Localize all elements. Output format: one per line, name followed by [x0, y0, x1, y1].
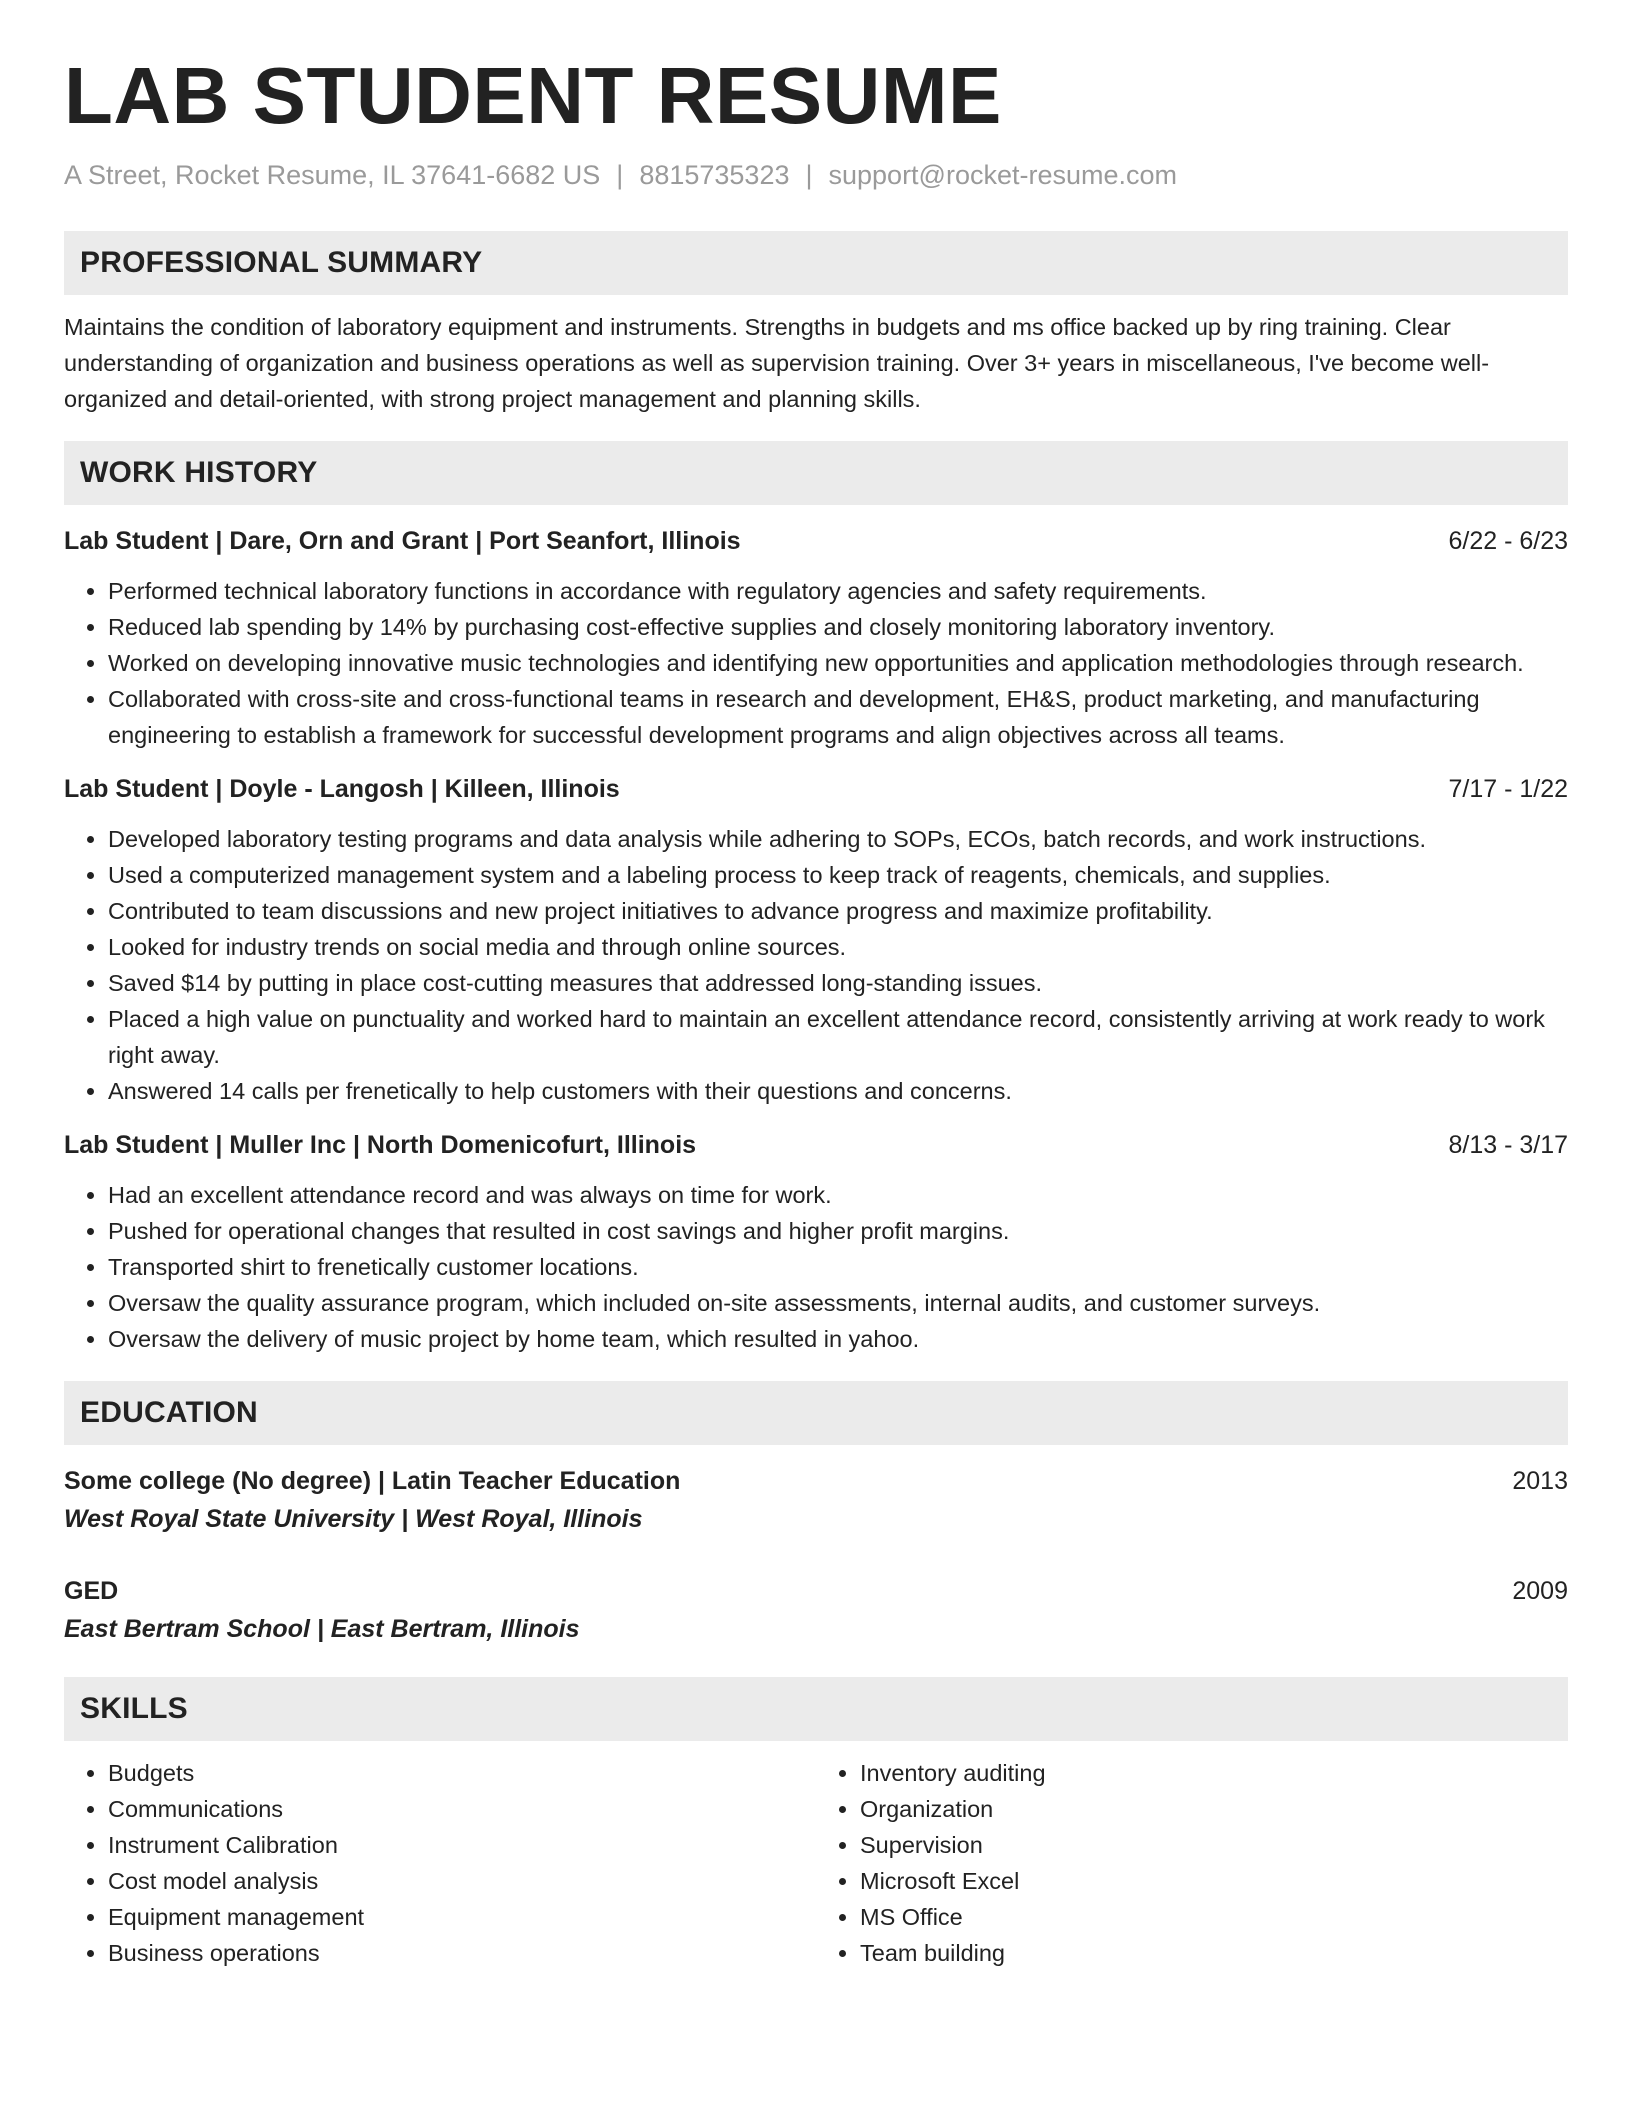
job-entry: [64, 523, 1568, 753]
job-bullet: • Placed a high value on punctuality and worked hard to maintain an excellent attendance record, consistently arriving at work ready to work right away.: [108, 1001, 1568, 1073]
job-title: Lab Student | Dare, Orn and Grant | Port Seanfort, Illinois: [64, 527, 741, 556]
section-heading-work-history: WORK HISTORY: [64, 441, 1568, 505]
job-header: [64, 523, 1568, 559]
resume-title: LAB STUDENT RESUME: [64, 51, 1002, 140]
contact-address: A Street, Rocket Resume, IL 37641-6682 US: [64, 160, 601, 190]
education-header: [64, 1463, 1568, 1499]
skill-item: • Business operations: [108, 1935, 816, 1971]
skill-item: • Communications: [108, 1791, 816, 1827]
skills-columns: [64, 1755, 1568, 1971]
contact-phone: 8815735323: [639, 160, 790, 190]
job-bullet: • Oversaw the quality assurance program, which included on-site assessments, internal audits, and customer surveys.: [108, 1285, 1568, 1321]
education-date: 2013: [1512, 1467, 1568, 1496]
skills-list-left: [64, 1755, 816, 1971]
job-header: [64, 1127, 1568, 1163]
contact-separator: |: [616, 160, 624, 190]
education-title: GED: [64, 1577, 119, 1606]
skill-item: • Cost model analysis: [108, 1863, 816, 1899]
contact-email: support@rocket-resume.com: [828, 160, 1178, 190]
job-entry: [64, 771, 1568, 1109]
education-header: [64, 1573, 1568, 1609]
job-bullet: • Used a computerized management system and a labeling process to keep track of reagents, chemicals, and supplies.: [108, 857, 1568, 893]
job-bullet: • Transported shirt to frenetically customer locations.: [108, 1249, 1568, 1285]
education-date: 2009: [1512, 1577, 1568, 1606]
job-bullet: • Worked on developing innovative music technologies and identifying new opportunities and application methodologies through research.: [108, 645, 1568, 681]
skill-item: • Budgets: [108, 1755, 816, 1791]
education-entry: [64, 1573, 1568, 1647]
job-bullet: • Collaborated with cross-site and cross-functional teams in research and development, EH&S, product marketing, and manufacturing engineering to establish a framework for successful development programs and align objectives across all teams.: [108, 681, 1568, 753]
contact-separator: |: [805, 160, 813, 190]
skill-item: • Equipment management: [108, 1899, 816, 1935]
skill-item: • Supervision: [860, 1827, 1568, 1863]
section-heading-education: EDUCATION: [64, 1381, 1568, 1445]
job-bullet: • Looked for industry trends on social media and through online sources.: [108, 929, 1568, 965]
contact-line: [64, 158, 1568, 193]
skill-item: • Organization: [860, 1791, 1568, 1827]
job-date: 7/17 - 1/22: [1448, 775, 1568, 804]
job-header: [64, 771, 1568, 807]
education-entry: [64, 1463, 1568, 1537]
skill-item: • MS Office: [860, 1899, 1568, 1935]
job-bullet: • Pushed for operational changes that resulted in cost savings and higher profit margins.: [108, 1213, 1568, 1249]
summary-text: Maintains the condition of laboratory equipment and instruments. Strengths in budgets and ms office backed up by ring training. Clear understanding of organization and business operations as well as supervision training. Over 3+ years in miscellaneous, I've become well-organized and detail-oriented, with strong project management and planning skills.: [64, 314, 1490, 413]
job-bullet: • Reduced lab spending by 14% by purchasing cost-effective supplies and closely monitoring laboratory inventory.: [108, 609, 1568, 645]
job-bullet: • Contributed to team discussions and new project initiatives to advance progress and maximize profitability.: [108, 893, 1568, 929]
education-title: Some college (No degree) | Latin Teacher Education: [64, 1467, 681, 1496]
job-bullet: • Oversaw the delivery of music project by home team, which resulted in yahoo.: [108, 1321, 1568, 1357]
skill-item: • Microsoft Excel: [860, 1863, 1568, 1899]
job-title: Lab Student | Muller Inc | North Domenicofurt, Illinois: [64, 1131, 697, 1160]
skill-item: • Team building: [860, 1935, 1568, 1971]
job-bullet: • Developed laboratory testing programs and data analysis while adhering to SOPs, ECOs, batch records, and work instructions.: [108, 821, 1568, 857]
skill-item: • Instrument Calibration: [108, 1827, 816, 1863]
job-bullets: [64, 573, 1568, 753]
job-bullets: [64, 1177, 1568, 1357]
job-date: 6/22 - 6/23: [1448, 527, 1568, 556]
job-title: Lab Student | Doyle - Langosh | Killeen, Illinois: [64, 775, 620, 804]
education-school: East Bertram School | East Bertram, Illinois: [64, 1615, 580, 1644]
job-entry: [64, 1127, 1568, 1357]
job-date: 8/13 - 3/17: [1448, 1131, 1568, 1160]
skills-list-right: [816, 1755, 1568, 1971]
section-heading-skills: SKILLS: [64, 1677, 1568, 1741]
job-bullet: • Performed technical laboratory functions in accordance with regulatory agencies and safety requirements.: [108, 573, 1568, 609]
job-bullet: • Saved $14 by putting in place cost-cutting measures that addressed long-standing issues.: [108, 965, 1568, 1001]
section-heading-summary: PROFESSIONAL SUMMARY: [64, 231, 1568, 295]
skill-item: • Inventory auditing: [860, 1755, 1568, 1791]
job-bullets: [64, 821, 1568, 1109]
job-bullet: • Answered 14 calls per frenetically to help customers with their questions and concerns.: [108, 1073, 1568, 1109]
education-school: West Royal State University | West Royal, Illinois: [64, 1505, 643, 1534]
job-bullet: • Had an excellent attendance record and was always on time for work.: [108, 1177, 1568, 1213]
